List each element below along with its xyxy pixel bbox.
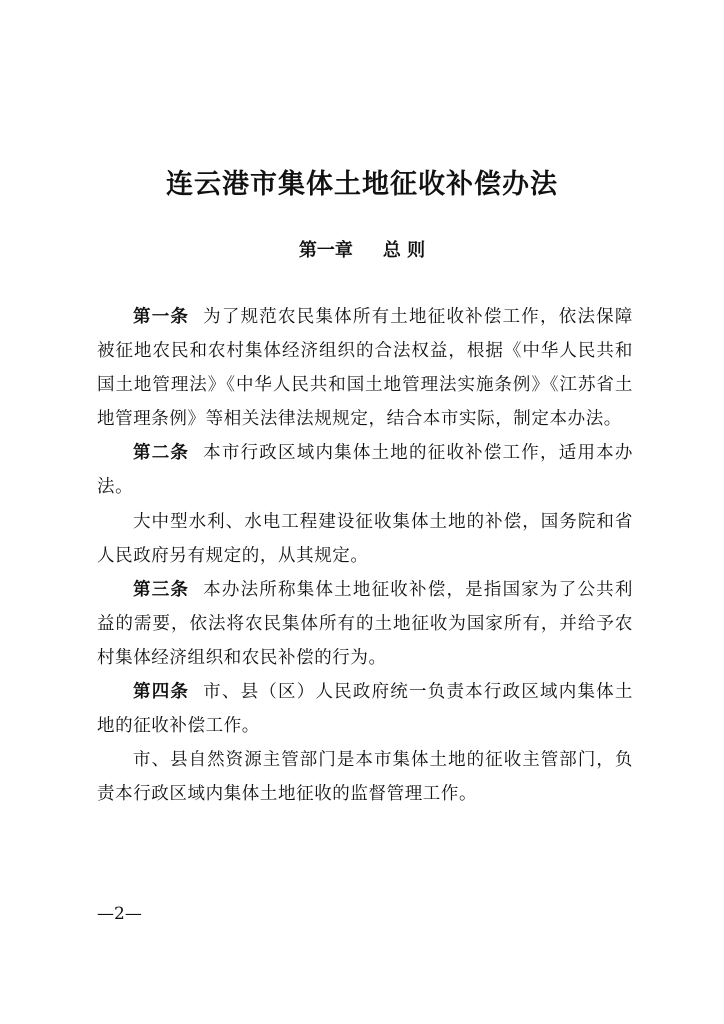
article-label: 第三条: [133, 579, 190, 600]
paragraph-article-4: [97, 675, 633, 743]
paragraph-text: 本市行政区域内集体土地的征收补偿工作，适用本办法。: [97, 443, 633, 498]
paragraph-text: 本办法所称集体土地征收补偿，是指国家为了公共利益的需要，依法将农民集体所有的土地征收为国家所有，并给予农村集体经济组织和农民补偿的行为。: [97, 579, 633, 668]
paragraph-article-1: [97, 300, 633, 436]
paragraph-article-3: [97, 573, 633, 675]
chapter-heading: [0, 236, 724, 262]
chapter-number: 第一章: [298, 240, 353, 261]
paragraph-article-4-clause-2: [97, 743, 633, 811]
document-title: 连云港市集体土地征收补偿办法: [166, 169, 558, 200]
article-label: 第二条: [133, 443, 190, 464]
paragraph-text: 为了规范农民集体所有土地征收补偿工作，依法保障被征地农民和农村集体经济组织的合法权益，根据《中华人民共和国土地管理法》《中华人民共和国土地管理法实施条例》《江苏省土地管理条例》等相关法律法规规定，结合本市实际，制定本办法。: [97, 307, 633, 430]
article-label: 第一条: [133, 307, 190, 327]
chapter-name: 总 则: [382, 240, 426, 261]
document-body: [97, 300, 633, 811]
paragraph-article-2: [97, 436, 633, 504]
page-number: —2—: [97, 904, 142, 924]
paragraph-text: 市、县（区）人民政府统一负责本行政区域内集体土地的征收补偿工作。: [97, 682, 633, 737]
paragraph-text: 市、县自然资源主管部门是本市集体土地的征收主管部门，负责本行政区域内集体土地征收的监督管理工作。: [97, 750, 633, 805]
paragraph-text: 大中型水利、水电工程建设征收集体土地的补偿，国务院和省人民政府另有规定的，从其规定。: [97, 511, 633, 566]
paragraph-article-2-clause-2: [97, 505, 633, 573]
article-label: 第四条: [133, 682, 190, 703]
